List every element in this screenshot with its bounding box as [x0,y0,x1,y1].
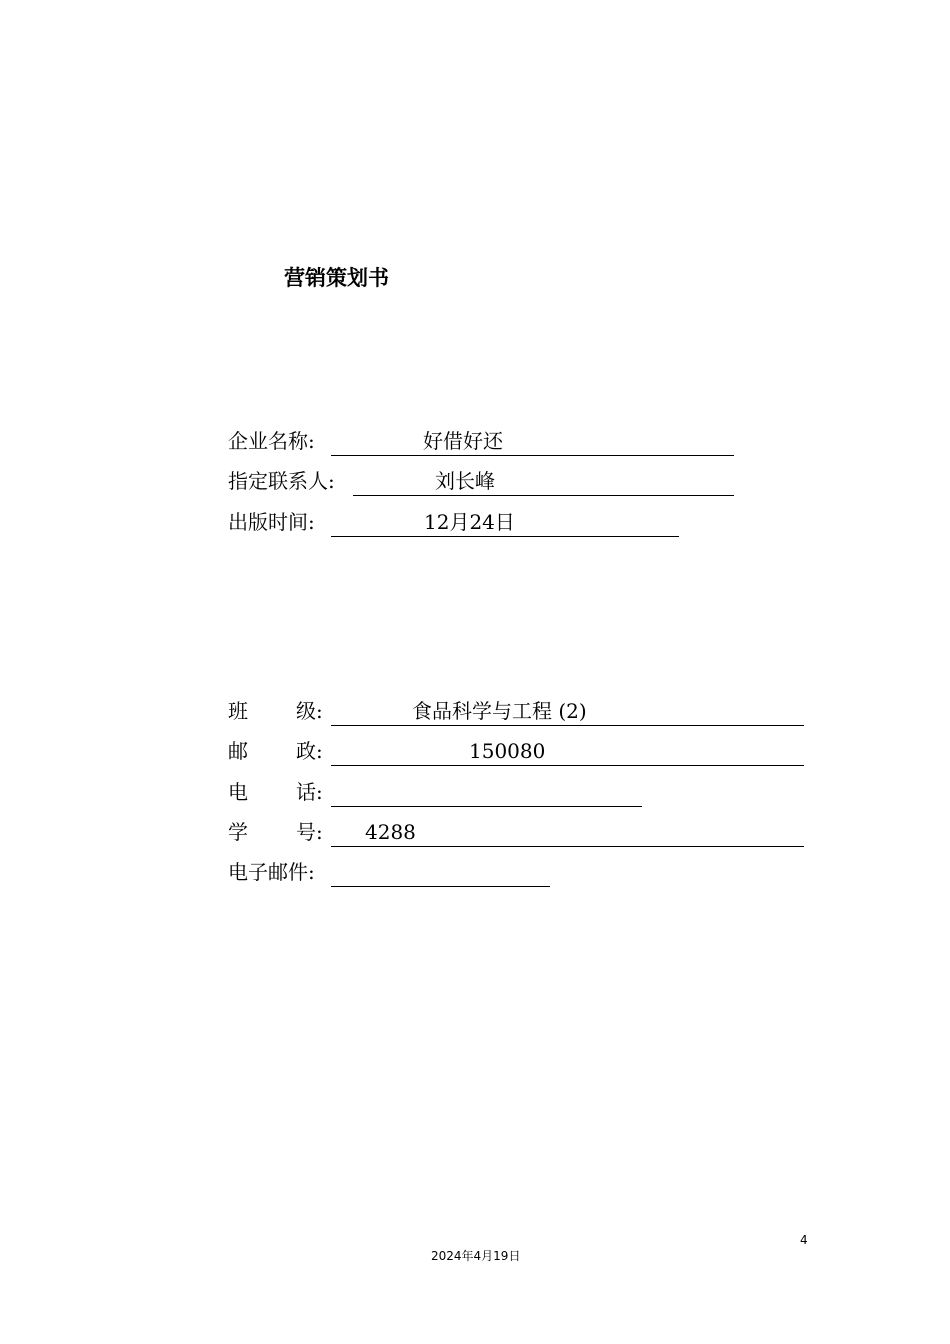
pubtime-value: 12月24日 [424,510,515,534]
post-row [228,736,808,766]
footer-date: 2024年4月19日 [431,1249,521,1263]
post-label-char2: 政: [296,739,323,763]
phone-row [228,777,648,807]
document-title: 营销策划书 [284,266,389,290]
email-label: 电子邮件: [228,860,315,884]
pubtime-label: 出版时间: [228,510,315,534]
post-label-char1: 邮 [228,739,248,763]
company-row [228,426,738,456]
email-row [228,857,558,887]
phone-underline [331,777,642,807]
class-value: 食品科学与工程 (2) [412,699,587,723]
contact-label: 指定联系人: [228,469,335,493]
post-underline [331,736,804,766]
contact-row [228,466,738,496]
student-id-row [228,817,808,847]
class-label-char1: 班 [228,699,248,723]
class-label-char2: 级: [296,699,323,723]
student-id-value: 4288 [365,820,416,844]
email-underline [331,857,550,887]
contact-underline [353,466,734,496]
company-underline [331,426,734,456]
student-id-label-char1: 学 [228,820,248,844]
post-value: 150080 [469,739,546,763]
company-value: 好借好还 [423,429,503,453]
phone-label-char2: 话: [296,780,323,804]
page-number: 4 [800,1233,808,1247]
class-row [228,696,808,726]
pubtime-row [228,507,688,537]
company-label: 企业名称: [228,429,315,453]
phone-label-char1: 电 [228,780,248,804]
contact-value: 刘长峰 [435,469,495,493]
student-id-label-char2: 号: [296,820,323,844]
